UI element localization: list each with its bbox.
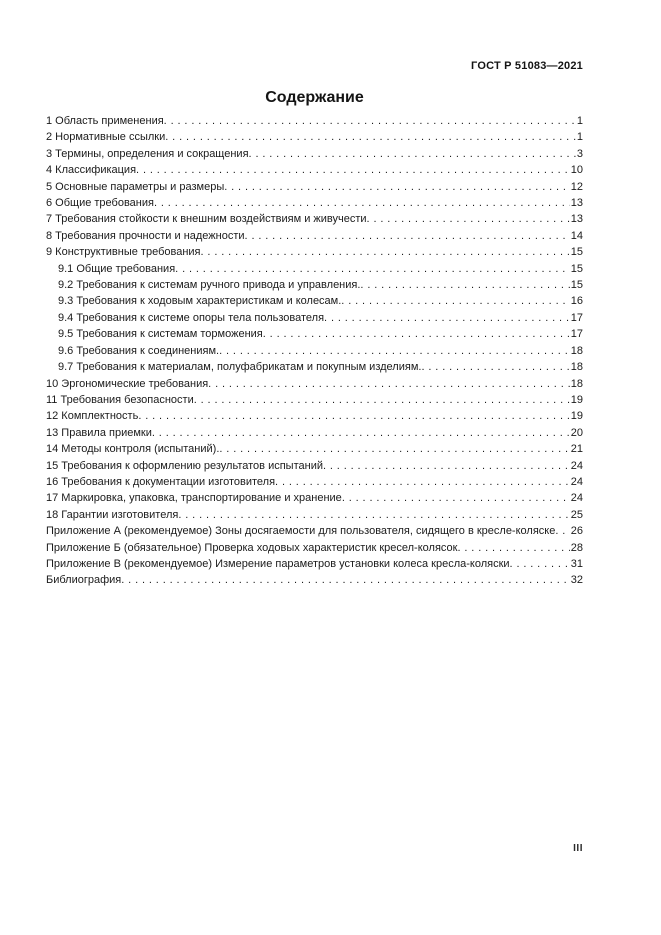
toc-entry-page-number: 15 — [570, 262, 583, 275]
toc-entry-label: 13 Правила приемки — [46, 426, 152, 439]
toc-entry — [46, 556, 583, 572]
toc-dot-leader — [164, 113, 576, 129]
toc-dot-leader — [219, 343, 570, 359]
toc-dot-leader — [457, 540, 569, 556]
toc-entry-page-number: 18 — [570, 344, 583, 357]
toc-dot-leader — [178, 507, 569, 523]
toc-entry-label: 12 Комплектность — [46, 410, 139, 423]
toc-entry-page-number: 17 — [570, 328, 583, 341]
toc-entry-label: 18 Гарантии изготовителя — [46, 508, 179, 521]
toc-entry-label: 7 Требования стойкости к внешним воздействиям и живучести — [46, 213, 367, 226]
toc-dot-leader — [194, 392, 570, 408]
toc-entry — [46, 490, 583, 506]
toc-entry-page-number: 19 — [570, 410, 583, 423]
toc-entry-page-number: 24 — [570, 492, 583, 505]
document-code-header: ГОСТ Р 51083—2021 — [471, 60, 583, 72]
toc-dot-leader — [154, 195, 570, 211]
toc-entry-page-number: 14 — [570, 229, 583, 242]
toc-entry-label: 4 Классификация — [46, 164, 137, 177]
toc-entry-label: 15 Требования к оформлению результатов испытаний — [46, 459, 323, 472]
toc-entry — [46, 195, 583, 211]
page-title: Содержание — [265, 89, 364, 106]
toc-entry-page-number: 24 — [570, 475, 583, 488]
toc-entry — [46, 211, 583, 227]
toc-entry-label: 9.5 Требования к системам торможения — [58, 328, 263, 341]
toc-entry — [46, 310, 583, 326]
toc-entry-label: 8 Требования прочности и надежности — [46, 229, 245, 242]
toc-dot-leader — [165, 129, 576, 145]
toc-entry-page-number: 31 — [570, 557, 583, 570]
toc-entry — [46, 277, 583, 293]
toc-dot-leader — [263, 326, 570, 342]
toc-entry — [46, 146, 583, 162]
toc-dot-leader — [323, 458, 570, 474]
toc-dot-leader — [152, 425, 570, 441]
toc-dot-leader — [510, 556, 570, 572]
toc-entry-page-number: 18 — [570, 361, 583, 374]
toc-entry-label: 14 Методы контроля (испытаний). — [46, 443, 220, 456]
toc-dot-leader — [275, 474, 570, 490]
toc-entry-page-number: 10 — [570, 164, 583, 177]
toc-entry — [46, 540, 583, 556]
toc-entry-page-number: 15 — [570, 279, 583, 292]
toc-dot-leader — [341, 293, 569, 309]
toc-dot-leader — [136, 162, 570, 178]
toc-dot-leader — [219, 441, 569, 457]
toc-entry — [46, 228, 583, 244]
toc-entry-page-number: 1 — [576, 115, 583, 127]
toc-entry — [46, 507, 583, 523]
toc-dot-leader — [208, 376, 570, 392]
toc-dot-leader — [421, 359, 569, 375]
toc-entry — [46, 113, 583, 129]
toc-entry — [46, 474, 583, 490]
toc-entry-page-number: 1 — [576, 131, 583, 144]
toc-entry-page-number: 18 — [570, 377, 583, 390]
toc-entry-label: 5 Основные параметры и размеры — [46, 180, 225, 193]
toc-dot-leader — [245, 228, 570, 244]
toc-entry — [46, 326, 583, 342]
toc-entry-page-number: 13 — [570, 213, 583, 226]
toc-entry-page-number: 15 — [570, 246, 583, 259]
toc-entry-label: 11 Требования безопасности — [46, 393, 194, 406]
toc-entry-page-number: 3 — [576, 147, 583, 160]
toc-entry-label: 3 Термины, определения и сокращения — [46, 147, 249, 160]
toc-entry-label: 9.1 Общие требования — [58, 262, 176, 275]
toc-entry-page-number: 16 — [570, 295, 583, 308]
toc-entry — [46, 359, 583, 375]
toc-entry-page-number: 24 — [570, 459, 583, 472]
toc-entry — [46, 244, 583, 260]
toc-dot-leader — [367, 211, 570, 227]
toc-entry-label: 2 Нормативные ссылки — [46, 131, 166, 144]
toc-entry-label: 9 Конструктивные требования — [46, 246, 201, 259]
toc-entry-page-number: 17 — [570, 311, 583, 324]
toc-entry — [46, 392, 583, 408]
toc-entry — [46, 129, 583, 145]
toc-entry-label: Приложение В (рекомендуемое) Измерение параметров установки колеса кресла-коляски — [46, 557, 510, 570]
toc-entry-page-number: 25 — [570, 508, 583, 521]
toc-entry — [46, 162, 583, 178]
toc-entry — [46, 572, 583, 588]
toc-entry-page-number: 19 — [570, 393, 583, 406]
toc-entry — [46, 376, 583, 392]
toc-entry-page-number: 32 — [570, 574, 583, 587]
toc-dot-leader — [224, 179, 570, 195]
toc-entry-label: Приложение Б (обязательное) Проверка ходовых характеристик кресел-колясок — [46, 541, 458, 554]
toc-entry — [46, 458, 583, 474]
toc-entry-label: 6 Общие требования — [46, 197, 154, 210]
toc-dot-leader — [175, 261, 570, 277]
toc-entry — [46, 408, 583, 424]
toc-entry-label: 16 Требования к документации изготовителя — [46, 475, 276, 488]
toc-entry-label: 9.6 Требования к соединениям. — [58, 344, 220, 357]
toc-entry-label: 17 Маркировка, упаковка, транспортирование и хранение — [46, 492, 342, 505]
toc-entry — [46, 523, 583, 539]
toc-dot-leader — [555, 523, 569, 539]
toc-dot-leader — [201, 244, 570, 260]
toc-entry-label: 1 Область применения — [46, 115, 164, 127]
toc-entry-page-number: 28 — [570, 541, 583, 554]
toc-entry-page-number: 20 — [570, 426, 583, 439]
toc-entry-page-number: 21 — [570, 443, 583, 456]
toc-entry-label: 9.7 Требования к материалам, полуфабрикатам и покупным изделиям. — [58, 361, 422, 374]
toc-dot-leader — [324, 310, 570, 326]
toc-entry — [46, 179, 583, 195]
toc-entry — [46, 425, 583, 441]
toc-entry — [46, 261, 583, 277]
toc-entry-page-number: 12 — [570, 180, 583, 193]
toc-dot-leader — [249, 146, 576, 162]
table-of-contents — [46, 113, 583, 589]
toc-entry — [46, 441, 583, 457]
toc-dot-leader — [342, 490, 570, 506]
page-number: III — [573, 843, 583, 854]
toc-dot-leader — [138, 408, 569, 424]
toc-entry-label: 9.3 Требования к ходовым характеристикам и колесам. — [58, 295, 342, 308]
toc-entry-label: Библиография — [46, 574, 122, 587]
toc-dot-leader — [121, 572, 570, 588]
toc-entry-page-number: 26 — [570, 525, 583, 538]
toc-entry-label: 9.4 Требования к системе опоры тела пользователя — [58, 311, 325, 324]
toc-entry — [46, 343, 583, 359]
toc-entry-label: Приложение А (рекомендуемое) Зоны досягаемости для пользователя, сидящего в кресле-коляске — [46, 525, 556, 538]
toc-entry — [46, 293, 583, 309]
toc-entry-page-number: 13 — [570, 197, 583, 210]
toc-entry-label: 10 Эргономические требования — [46, 377, 209, 390]
toc-dot-leader — [360, 277, 569, 293]
toc-entry-label: 9.2 Требования к системам ручного привода и управления. — [58, 279, 361, 292]
